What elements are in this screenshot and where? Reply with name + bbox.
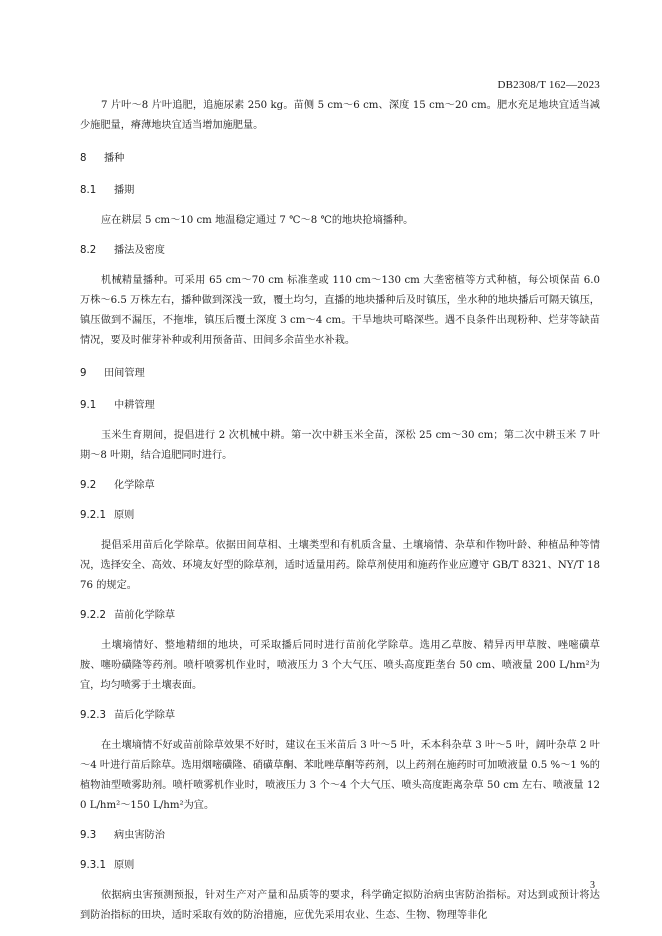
section-number: 9.3 — [80, 830, 97, 841]
section-heading-9-2-1 — [80, 506, 600, 526]
section-heading-9-3-1 — [80, 856, 600, 876]
section-heading-9-2-2 — [80, 606, 600, 626]
section-title: 播法及密度 — [114, 245, 165, 256]
section-title: 播期 — [114, 185, 135, 196]
paragraph-pest-principle: 依据病虫害预测预报，针对生产对产量和品质等的要求，科学确定拟防治病虫害防治指标。对达到或预计将达到防治指标的田块，适时采取有效的防治措施，应优先采用农业、生态、生物、物理等非化 — [80, 890, 600, 921]
paragraph-cultivation: 玉米生育期间，提倡进行 2 次机械中耕。第一次中耕玉米全苗，深松 25 cm～30 cm；第二次中耕玉米 7 叶期～8 叶期，结合追肥同时进行。 — [80, 430, 600, 461]
section-number: 9.3.1 — [80, 860, 106, 871]
section-number: 9.2.1 — [80, 510, 106, 521]
section-number: 9 — [80, 368, 87, 379]
section-heading-8-2 — [80, 241, 600, 261]
section-heading-9-2 — [80, 476, 600, 496]
section-heading-9-3 — [80, 826, 600, 846]
section-title: 田间管理 — [104, 368, 145, 379]
section-title: 原则 — [114, 860, 135, 871]
section-heading-9-2-3 — [80, 706, 600, 726]
section-number: 8.2 — [80, 245, 97, 256]
section-heading-9 — [80, 364, 600, 384]
section-number: 8.1 — [80, 185, 97, 196]
section-title: 原则 — [114, 510, 135, 521]
paragraph-postemergence: 在土壤墒情不好或苗前除草效果不好时，建议在玉米苗后 3 叶～5 叶，禾本科杂草 3 叶～5 叶，阔叶杂草 2 叶～4 叶进行苗后除草。选用烟嘧磺隆、硝磺草酮、苯吡唑草酮等药剂，以上药剂在施药时可加喷液量 0.5 %～1 %的植物油型喷雾助剂。喷杆喷雾机作业时，喷液压力 3 个～4 个大气压、喷头高度距离杂草 50 cm 左右、喷液量 120 L/hm²～150 L/hm²为宜。 — [80, 740, 600, 811]
section-number: 9.2 — [80, 480, 97, 491]
section-number: 8 — [80, 153, 87, 164]
section-heading-9-1 — [80, 396, 600, 416]
section-title: 苗前化学除草 — [114, 610, 176, 621]
paragraph-sowing-date: 应在耕层 5 cm～10 cm 地温稳定通过 7 ℃～8 ℃的地块抢墒播种。 — [101, 215, 414, 226]
paragraph-preemergence: 土壤墒情好、整地精细的地块，可采取播后同时进行苗前化学除草。选用乙草胺、精异丙甲草胺、唑嘧磺草胺、噻吩磺隆等药剂。喷杆喷雾机作业时，喷液压力 3 个大气压、喷头高度距垄台 50 cm、喷液量 200 L/hm²为宜，均匀喷雾于土壤表面。 — [80, 640, 600, 691]
section-title: 病虫害防治 — [114, 830, 165, 841]
paragraph-sowing-method: 机械精量播种。可采用 65 cm～70 cm 标准垄或 110 cm～130 cm 大垄密植等方式种植，每公顷保苗 6.0 万株～6.5 万株左右，播种做到深浅一致，覆土均匀，直播的地块播种后及时镇压，坐水种的地块播后可隔天镇压，镇压做到不漏压，不拖堆，镇压后覆土深度 3 cm～4 cm。干旱地块可略深些。遇不良条件出现粉种、烂芽等缺苗情况，要及时催芽补种或利用预备苗、田间多余苗坐水补栽。 — [80, 275, 600, 346]
section-number: 9.1 — [80, 400, 97, 411]
section-title: 化学除草 — [114, 480, 155, 491]
section-title: 苗后化学除草 — [114, 710, 176, 721]
paragraph-weeding-principle: 提倡采用苗后化学除草。依据田间草相、土壤类型和有机质含量、土壤墒情、杂草和作物叶龄、种植品种等情况，选择安全、高效、环境友好型的除草剂，适时适量用药。除草剂使用和施药作业应遵守 GB/T 8321、NY/T 1876 的规定。 — [80, 540, 600, 591]
section-heading-8 — [80, 149, 600, 169]
section-number: 9.2.2 — [80, 610, 106, 621]
paragraph-topdressing: 7 片叶～8 片叶追肥，追施尿素 250 kg。苗侧 5 cm～6 cm、深度 15 cm～20 cm。肥水充足地块宜适当减少施肥量，瘠薄地块宜适当增加施肥量。 — [80, 100, 600, 131]
section-title: 中耕管理 — [114, 400, 155, 411]
page-number: 3 — [590, 880, 595, 891]
section-heading-8-1 — [80, 181, 600, 201]
document-body — [80, 96, 600, 926]
document-code-header: DB2308/T 162—2023 — [497, 79, 600, 91]
section-title: 播种 — [104, 153, 125, 164]
section-number: 9.2.3 — [80, 710, 106, 721]
